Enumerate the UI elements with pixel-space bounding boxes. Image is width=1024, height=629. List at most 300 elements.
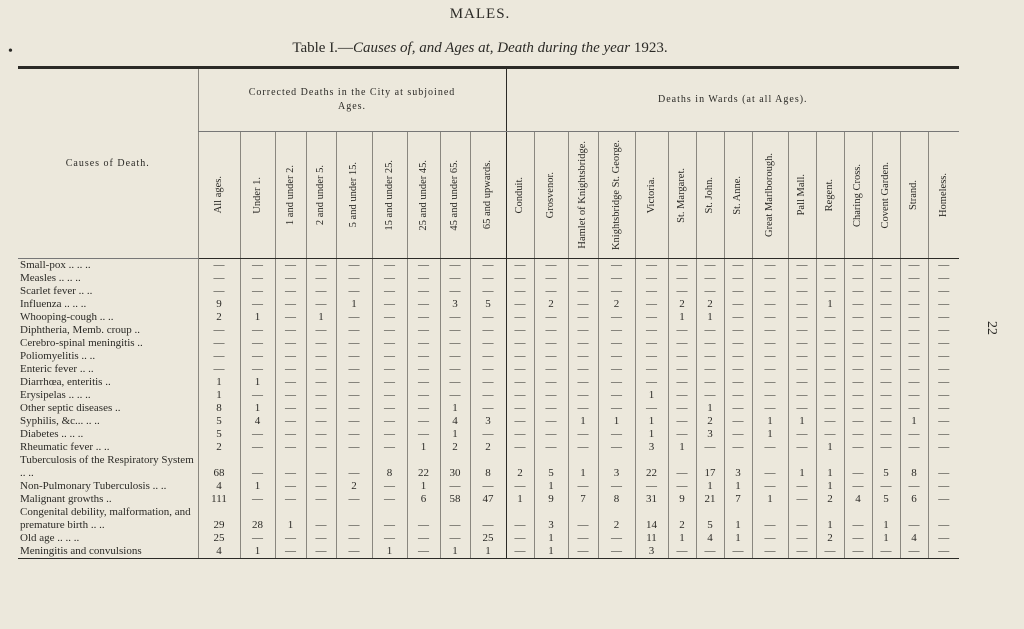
age-count-cell: — — [407, 415, 440, 428]
ward-count-cell: — — [752, 272, 788, 285]
age-count-cell: — — [275, 350, 306, 363]
ward-count-cell: 1 — [534, 532, 568, 545]
ward-count-cell: — — [724, 272, 752, 285]
ward-count-cell: — — [900, 324, 928, 337]
ward-count-cell: — — [534, 337, 568, 350]
ward-count-cell: — — [724, 363, 752, 376]
age-column-header — [372, 132, 407, 259]
age-count-cell: — — [440, 506, 470, 532]
ward-count-cell: — — [900, 545, 928, 559]
age-count-cell: — — [275, 298, 306, 311]
ward-count-cell: — — [635, 272, 668, 285]
age-count-cell: — — [470, 376, 506, 389]
cause-of-death: Scarlet fever .. .. — [20, 285, 93, 297]
column-header-label: 65 and upwards. — [482, 160, 493, 230]
ward-count-cell: — — [598, 285, 635, 298]
ward-count-cell: — — [816, 285, 844, 298]
ward-count-cell: — — [844, 532, 872, 545]
ward-count-cell: — — [928, 259, 959, 273]
age-count-cell: — — [275, 311, 306, 324]
ward-count-cell: — — [900, 376, 928, 389]
ward-count-cell: — — [598, 311, 635, 324]
age-count-cell: — — [240, 454, 275, 480]
cause-of-death: Old age .. .. .. — [20, 532, 80, 544]
ward-count-cell: — — [668, 272, 696, 285]
age-count-cell: 30 — [440, 454, 470, 480]
ward-count-cell: — — [752, 311, 788, 324]
age-count-cell: — — [240, 285, 275, 298]
ward-count-cell: — — [598, 545, 635, 559]
age-count-cell: — — [306, 272, 336, 285]
age-count-cell: — — [470, 363, 506, 376]
ward-count-cell: — — [872, 350, 900, 363]
ward-count-cell: 9 — [534, 493, 568, 506]
ward-count-cell: — — [635, 311, 668, 324]
ward-count-cell: — — [816, 545, 844, 559]
cause-of-death: Congenital debility, malformation, and premature birth .. .. — [20, 506, 191, 531]
age-count-cell: — — [198, 363, 240, 376]
ward-count-cell: — — [568, 272, 598, 285]
ward-count-cell: — — [598, 402, 635, 415]
table-row — [18, 545, 959, 559]
age-count-cell: — — [336, 532, 372, 545]
ward-count-cell: 21 — [696, 493, 724, 506]
column-header-label: Great Marlborough. — [764, 153, 776, 237]
ward-count-cell: 22 — [635, 454, 668, 480]
age-count-cell: — — [306, 350, 336, 363]
ward-count-cell: 5 — [534, 454, 568, 480]
ward-count-cell: — — [816, 428, 844, 441]
age-count-cell: — — [336, 337, 372, 350]
ward-count-cell: — — [900, 363, 928, 376]
age-column-header — [306, 132, 336, 259]
ward-count-cell: — — [928, 272, 959, 285]
ward-count-cell: — — [506, 402, 534, 415]
ward-count-cell: — — [635, 259, 668, 273]
ward-count-cell: — — [752, 350, 788, 363]
ward-count-cell: 1 — [506, 493, 534, 506]
age-count-cell: — — [470, 389, 506, 402]
ward-count-cell: — — [788, 480, 816, 493]
age-count-cell: — — [470, 285, 506, 298]
age-count-cell: 4 — [198, 545, 240, 559]
age-count-cell: — — [407, 298, 440, 311]
cause-of-death: Tuberculosis of the Respiratory System .. .. — [20, 454, 194, 479]
ward-column-header — [816, 132, 844, 259]
age-count-cell: — — [407, 350, 440, 363]
ward-count-cell: — — [752, 506, 788, 532]
ward-count-cell: 1 — [752, 493, 788, 506]
ward-count-cell: — — [872, 285, 900, 298]
ward-count-cell: — — [534, 350, 568, 363]
ward-count-cell: 14 — [635, 506, 668, 532]
table-row — [18, 428, 959, 441]
ward-count-cell: 8 — [900, 454, 928, 480]
age-count-cell: — — [440, 480, 470, 493]
ward-count-cell: 3 — [724, 454, 752, 480]
ward-count-cell: — — [872, 376, 900, 389]
ward-count-cell: — — [635, 350, 668, 363]
table-row — [18, 324, 959, 337]
cause-of-death: Non-Pulmonary Tuberculosis .. .. — [20, 480, 167, 492]
ward-count-cell: — — [788, 532, 816, 545]
ward-count-cell: — — [928, 493, 959, 506]
ward-count-cell: — — [900, 285, 928, 298]
ward-count-cell: — — [788, 389, 816, 402]
ward-count-cell: 1 — [816, 454, 844, 480]
ward-count-cell: — — [788, 506, 816, 532]
ward-count-cell: — — [506, 298, 534, 311]
ward-count-cell: — — [788, 363, 816, 376]
age-count-cell: — — [275, 532, 306, 545]
ward-count-cell: — — [788, 324, 816, 337]
ward-column-header — [506, 132, 534, 259]
caption-year: 1923. — [633, 40, 668, 56]
table-row — [18, 441, 959, 454]
ward-count-cell: — — [534, 402, 568, 415]
age-count-cell: 5 — [470, 298, 506, 311]
ward-count-cell: — — [752, 337, 788, 350]
ward-count-cell: — — [568, 324, 598, 337]
ward-count-cell: — — [534, 324, 568, 337]
ward-count-cell: — — [816, 389, 844, 402]
age-count-cell: 3 — [470, 415, 506, 428]
ward-count-cell: — — [696, 363, 724, 376]
age-count-cell: — — [275, 376, 306, 389]
age-count-cell: — — [440, 363, 470, 376]
ward-count-cell: — — [724, 285, 752, 298]
ward-count-cell: — — [568, 480, 598, 493]
ward-count-cell: — — [568, 337, 598, 350]
ward-count-cell: — — [788, 441, 816, 454]
age-count-cell: — — [336, 441, 372, 454]
ward-count-cell: — — [844, 428, 872, 441]
ward-count-cell: — — [928, 441, 959, 454]
age-count-cell: — — [470, 428, 506, 441]
ward-count-cell: 1 — [816, 506, 844, 532]
ward-count-cell: — — [872, 480, 900, 493]
ward-count-cell: — — [568, 376, 598, 389]
table-row — [18, 298, 959, 311]
cause-of-death: Syphilis, &c... .. .. — [20, 415, 100, 427]
ward-count-cell: — — [534, 285, 568, 298]
ward-count-cell: 1 — [696, 311, 724, 324]
age-count-cell: — — [306, 506, 336, 532]
ward-count-cell: — — [928, 337, 959, 350]
age-count-cell: — — [372, 298, 407, 311]
age-count-cell: — — [198, 350, 240, 363]
ward-count-cell: — — [724, 415, 752, 428]
ward-count-cell: — — [844, 415, 872, 428]
ward-count-cell: — — [928, 506, 959, 532]
ward-count-cell: — — [668, 428, 696, 441]
ward-count-cell: — — [788, 259, 816, 273]
ward-count-cell: — — [816, 324, 844, 337]
ward-count-cell: — — [635, 480, 668, 493]
column-header-label: 15 and under 25. — [383, 159, 395, 231]
ward-count-cell: — — [534, 311, 568, 324]
ward-count-cell: — — [816, 402, 844, 415]
ward-count-cell: — — [928, 532, 959, 545]
ward-count-cell: — — [844, 389, 872, 402]
ward-count-cell: — — [668, 337, 696, 350]
ward-count-cell: — — [598, 532, 635, 545]
ward-count-cell: — — [568, 259, 598, 273]
ward-count-cell: — — [506, 376, 534, 389]
ward-count-cell: — — [872, 389, 900, 402]
ward-count-cell: — — [844, 285, 872, 298]
ward-count-cell: 1 — [724, 532, 752, 545]
ward-count-cell: — — [928, 415, 959, 428]
age-count-cell: — — [407, 506, 440, 532]
ward-count-cell: 17 — [696, 454, 724, 480]
ward-count-cell: 31 — [635, 493, 668, 506]
age-count-cell: — — [336, 285, 372, 298]
age-count-cell: 25 — [198, 532, 240, 545]
age-count-cell: 2 — [470, 441, 506, 454]
cause-of-death: Cerebro-spinal meningitis .. — [20, 337, 143, 349]
age-count-cell: — — [240, 428, 275, 441]
table-row — [18, 259, 959, 273]
ward-count-cell: — — [844, 324, 872, 337]
age-count-cell: 1 — [336, 298, 372, 311]
age-count-cell: — — [306, 493, 336, 506]
ward-count-cell: — — [788, 428, 816, 441]
ward-count-cell: — — [900, 506, 928, 532]
age-count-cell: — — [407, 272, 440, 285]
ward-count-cell: 1 — [696, 480, 724, 493]
age-count-cell: — — [440, 350, 470, 363]
ward-column-header — [635, 132, 668, 259]
ward-count-cell: — — [900, 311, 928, 324]
ward-count-cell: — — [506, 285, 534, 298]
ward-column-header — [844, 132, 872, 259]
age-count-cell: — — [275, 259, 306, 273]
cause-of-death: Poliomyelitis .. .. — [20, 350, 96, 362]
age-count-cell: — — [275, 324, 306, 337]
ward-count-cell: — — [598, 376, 635, 389]
age-count-cell: 9 — [198, 298, 240, 311]
ward-count-cell: — — [900, 480, 928, 493]
ward-count-cell: — — [668, 350, 696, 363]
ward-count-cell: — — [534, 415, 568, 428]
ward-column-header — [696, 132, 724, 259]
age-count-cell: — — [470, 337, 506, 350]
ward-count-cell: — — [928, 480, 959, 493]
ward-count-cell: — — [816, 363, 844, 376]
age-count-cell: 8 — [470, 454, 506, 480]
age-count-cell: — — [306, 285, 336, 298]
ward-count-cell: — — [506, 506, 534, 532]
ward-count-cell: — — [900, 272, 928, 285]
ward-count-cell: 1 — [635, 428, 668, 441]
ward-count-cell: — — [872, 441, 900, 454]
ward-count-cell: 3 — [635, 441, 668, 454]
ward-count-cell: — — [696, 285, 724, 298]
ward-count-cell: — — [506, 389, 534, 402]
ward-count-cell: — — [568, 441, 598, 454]
cause-of-death: Diabetes .. .. .. — [20, 428, 84, 440]
age-count-cell: — — [240, 337, 275, 350]
ward-count-cell: — — [928, 402, 959, 415]
column-header-label: 5 and under 15. — [348, 162, 359, 228]
ward-count-cell: — — [900, 337, 928, 350]
ward-count-cell: 1 — [752, 428, 788, 441]
table-row — [18, 285, 959, 298]
ward-count-cell: — — [506, 428, 534, 441]
age-column-header — [336, 132, 372, 259]
cause-of-death: Diarrhœa, enteritis .. — [20, 376, 111, 388]
age-count-cell: — — [240, 532, 275, 545]
ward-count-cell: — — [696, 259, 724, 273]
age-count-cell: — — [198, 337, 240, 350]
ward-count-cell: — — [788, 376, 816, 389]
ward-count-cell: — — [816, 311, 844, 324]
age-column-header — [470, 132, 506, 259]
table-row — [18, 311, 959, 324]
ward-count-cell: — — [506, 337, 534, 350]
table-body — [18, 259, 959, 559]
age-count-cell: — — [336, 428, 372, 441]
table-row — [18, 376, 959, 389]
ward-count-cell: 1 — [816, 480, 844, 493]
ward-count-cell: — — [668, 324, 696, 337]
ward-count-cell: 11 — [635, 532, 668, 545]
ward-count-cell: — — [844, 506, 872, 532]
table-row — [18, 337, 959, 350]
column-header-label: Knightsbridge St. George. — [610, 139, 622, 251]
age-count-cell: — — [306, 532, 336, 545]
ward-count-cell: — — [872, 545, 900, 559]
ward-count-cell: — — [635, 324, 668, 337]
ward-count-cell: — — [598, 324, 635, 337]
age-count-cell: — — [336, 311, 372, 324]
ward-count-cell: — — [844, 402, 872, 415]
table-row — [18, 532, 959, 545]
age-count-cell: 4 — [440, 415, 470, 428]
age-count-cell: 1 — [440, 545, 470, 559]
age-count-cell: — — [440, 376, 470, 389]
age-count-cell: 5 — [198, 428, 240, 441]
ward-count-cell: — — [724, 389, 752, 402]
ward-count-cell: 1 — [816, 441, 844, 454]
ward-count-cell: — — [598, 350, 635, 363]
ward-count-cell: — — [506, 324, 534, 337]
age-count-cell: 58 — [440, 493, 470, 506]
age-count-cell: — — [372, 272, 407, 285]
column-header-label: All ages. — [213, 176, 224, 214]
ward-count-cell: — — [598, 259, 635, 273]
ward-column-header — [598, 132, 635, 259]
age-count-cell: — — [240, 272, 275, 285]
ward-count-cell: — — [696, 376, 724, 389]
ward-count-cell: — — [568, 350, 598, 363]
column-header-label: Pall Mall. — [796, 174, 808, 216]
age-count-cell: — — [275, 402, 306, 415]
ward-count-cell: — — [816, 376, 844, 389]
table-caption — [0, 40, 960, 57]
age-count-cell: — — [306, 428, 336, 441]
ward-count-cell: — — [816, 272, 844, 285]
age-count-cell: 4 — [240, 415, 275, 428]
ward-count-cell: — — [506, 350, 534, 363]
ward-count-cell: — — [844, 311, 872, 324]
ward-count-cell: — — [872, 415, 900, 428]
age-count-cell: 1 — [306, 311, 336, 324]
age-count-cell: — — [440, 311, 470, 324]
table-row — [18, 350, 959, 363]
age-count-cell: — — [440, 337, 470, 350]
ward-count-cell: 3 — [598, 454, 635, 480]
ward-column-header — [872, 132, 900, 259]
age-count-cell: — — [407, 363, 440, 376]
age-count-cell: — — [407, 428, 440, 441]
cause-of-death: Other septic diseases .. — [20, 402, 121, 414]
age-count-cell: — — [198, 259, 240, 273]
ward-count-cell: 6 — [900, 493, 928, 506]
ward-count-cell: — — [872, 428, 900, 441]
age-column-header — [198, 132, 240, 259]
ward-count-cell: 1 — [568, 415, 598, 428]
ward-column-header — [928, 132, 959, 259]
ward-count-cell: — — [788, 298, 816, 311]
ward-count-cell: 2 — [696, 298, 724, 311]
ward-count-cell: — — [788, 350, 816, 363]
ward-count-cell: 9 — [668, 493, 696, 506]
age-count-cell: — — [306, 259, 336, 273]
ward-count-cell: 1 — [668, 311, 696, 324]
age-count-cell: 4 — [198, 480, 240, 493]
ward-count-cell: — — [598, 480, 635, 493]
ward-count-cell: 5 — [696, 506, 724, 532]
age-count-cell: 5 — [198, 415, 240, 428]
age-count-cell: — — [372, 493, 407, 506]
ward-count-cell: — — [534, 259, 568, 273]
age-count-cell: — — [275, 337, 306, 350]
age-count-cell: — — [240, 493, 275, 506]
ward-count-cell: 1 — [534, 480, 568, 493]
age-count-cell: — — [306, 324, 336, 337]
age-column-header — [407, 132, 440, 259]
ward-count-cell: — — [668, 545, 696, 559]
ward-count-cell: — — [668, 363, 696, 376]
ward-count-cell: 8 — [598, 493, 635, 506]
age-count-cell: — — [240, 363, 275, 376]
age-count-cell: — — [240, 259, 275, 273]
table-row — [18, 363, 959, 376]
ward-count-cell: — — [668, 402, 696, 415]
ward-count-cell: 1 — [635, 415, 668, 428]
age-count-cell: — — [306, 415, 336, 428]
age-count-cell: — — [372, 324, 407, 337]
ward-count-cell: — — [844, 337, 872, 350]
ward-count-cell: — — [752, 376, 788, 389]
ward-count-cell: — — [872, 272, 900, 285]
ward-count-cell: — — [635, 402, 668, 415]
age-count-cell: — — [372, 428, 407, 441]
ward-count-cell: — — [872, 324, 900, 337]
ward-count-cell: — — [872, 298, 900, 311]
ward-count-cell: — — [724, 259, 752, 273]
ward-count-cell: — — [788, 493, 816, 506]
ward-count-cell: — — [928, 376, 959, 389]
age-count-cell: — — [275, 272, 306, 285]
ward-count-cell: — — [844, 350, 872, 363]
age-count-cell: — — [336, 415, 372, 428]
ward-count-cell: — — [900, 441, 928, 454]
cause-of-death: Enteric fever .. .. — [20, 363, 94, 375]
ward-count-cell: — — [844, 454, 872, 480]
